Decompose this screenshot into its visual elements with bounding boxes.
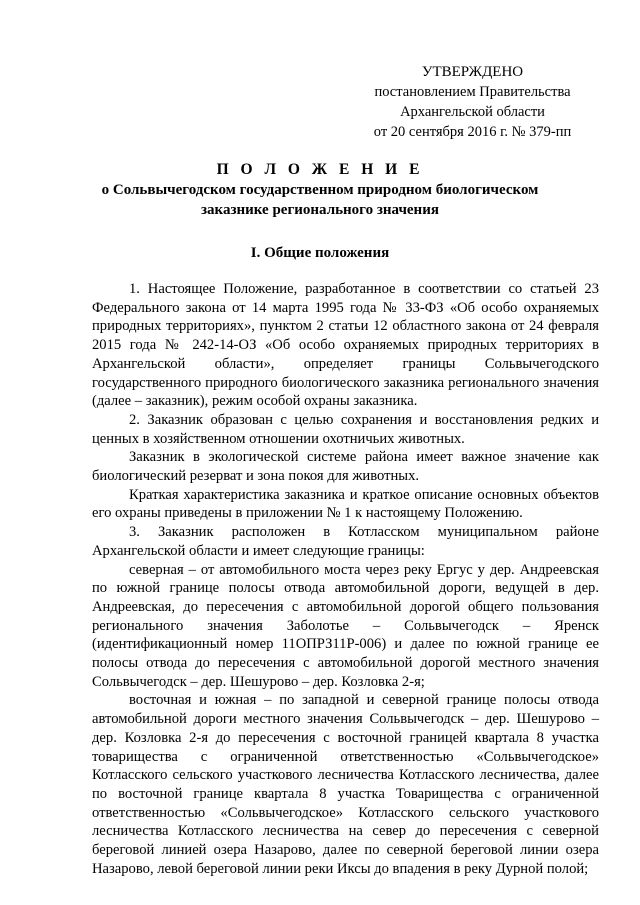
- paragraph-1: 1. Настоящее Положение, разработанное в соответствии со статьей 23 Федерального закона от 14 марта 1995 года № 33-ФЗ «Об особо охраняемых природных территориях», пунктом 2 статьи 12 областного закона от 24 февраля 2015 года № 242-14-ОЗ «Об особо охраняемых природных территориях в Архангельской области», определяет границы Сольвычегодского государственного природного биологического заказника регионального значения (далее – заказник), режим особой охраны заказника.: [92, 281, 599, 410]
- paragraph-4: Краткая характеристика заказника и краткое описание основных объектов его охраны приведены в приложении № 1 к настоящему Положению.: [92, 486, 599, 522]
- paragraph-2: 2. Заказник образован с целью сохранения и восстановления редких и ценных в хозяйственном отношении охотничьих животных.: [92, 411, 599, 447]
- paragraph-6: северная – от автомобильного моста через реку Ергус у дер. Андреевская по южной границе полосы отвода автомобильной дороги, ведущей в дер. Андреевская, до пересечения с автомобильной дорогой общего пользования регионального значения Заболотье – Сольвычегодск – Яренск (идентификационный номер 11ОПРЗ11Р-006) и далее по южной границе ее полосы отвода до пересечения с автомобильной дорогой местного значения Сольвычегодск – дер. Шешурово – дер. Козловка 2-я;: [92, 561, 599, 690]
- paragraph-5: 3. Заказник расположен в Котласском муниципальном районе Архангельской области и имеет следующие границы:: [92, 524, 599, 559]
- document-subtitle-line-2: заказнике регионального значения: [201, 202, 439, 218]
- approval-line-2: Архангельской области: [400, 104, 545, 120]
- approval-stamp: [350, 62, 595, 142]
- paragraph-3: Заказник в экологической системе района имеет важное значение как биологический резерват и зона покоя для животных.: [92, 449, 599, 485]
- document-title: П О Л О Ж Е Н И Е: [216, 161, 424, 178]
- paragraph-7: восточная и южная – по западной и северной границе полосы отвода автомобильной дороги местного значения Сольвычегодск – дер. Шешурово – дер. Козловка 2-я до пересечения с восточной границей квартала 8 участка товарищества с ограниченной ответственностью «Сольвычегодское» Котласского сельского участкового лесничества Котласского лесничества, далее по восточной границе квартала 8 участка Товарищества с ограниченной ответственностью «Сольвычегодское» Котласского сельского участкового лесничества Котласского лесничества на север до пересечения с северной береговой линией озера Назарово, далее по северной береговой линии озера Назарово, левой береговой линии реки Иксы до впадения в реку Дурной полой;: [92, 692, 599, 877]
- body-text: [92, 280, 599, 879]
- approval-line-1: постановлением Правительства: [374, 84, 571, 100]
- document-subtitle-line-1: о Сольвычегодском государственном природном биологическом: [101, 182, 539, 198]
- document-title-block: [100, 160, 540, 220]
- approval-line-3: от 20 сентября 2016 г. № 379-пп: [373, 124, 572, 140]
- section-heading: I. Общие положения: [250, 245, 390, 261]
- approval-title: УТВЕРЖДЕНО: [421, 64, 524, 80]
